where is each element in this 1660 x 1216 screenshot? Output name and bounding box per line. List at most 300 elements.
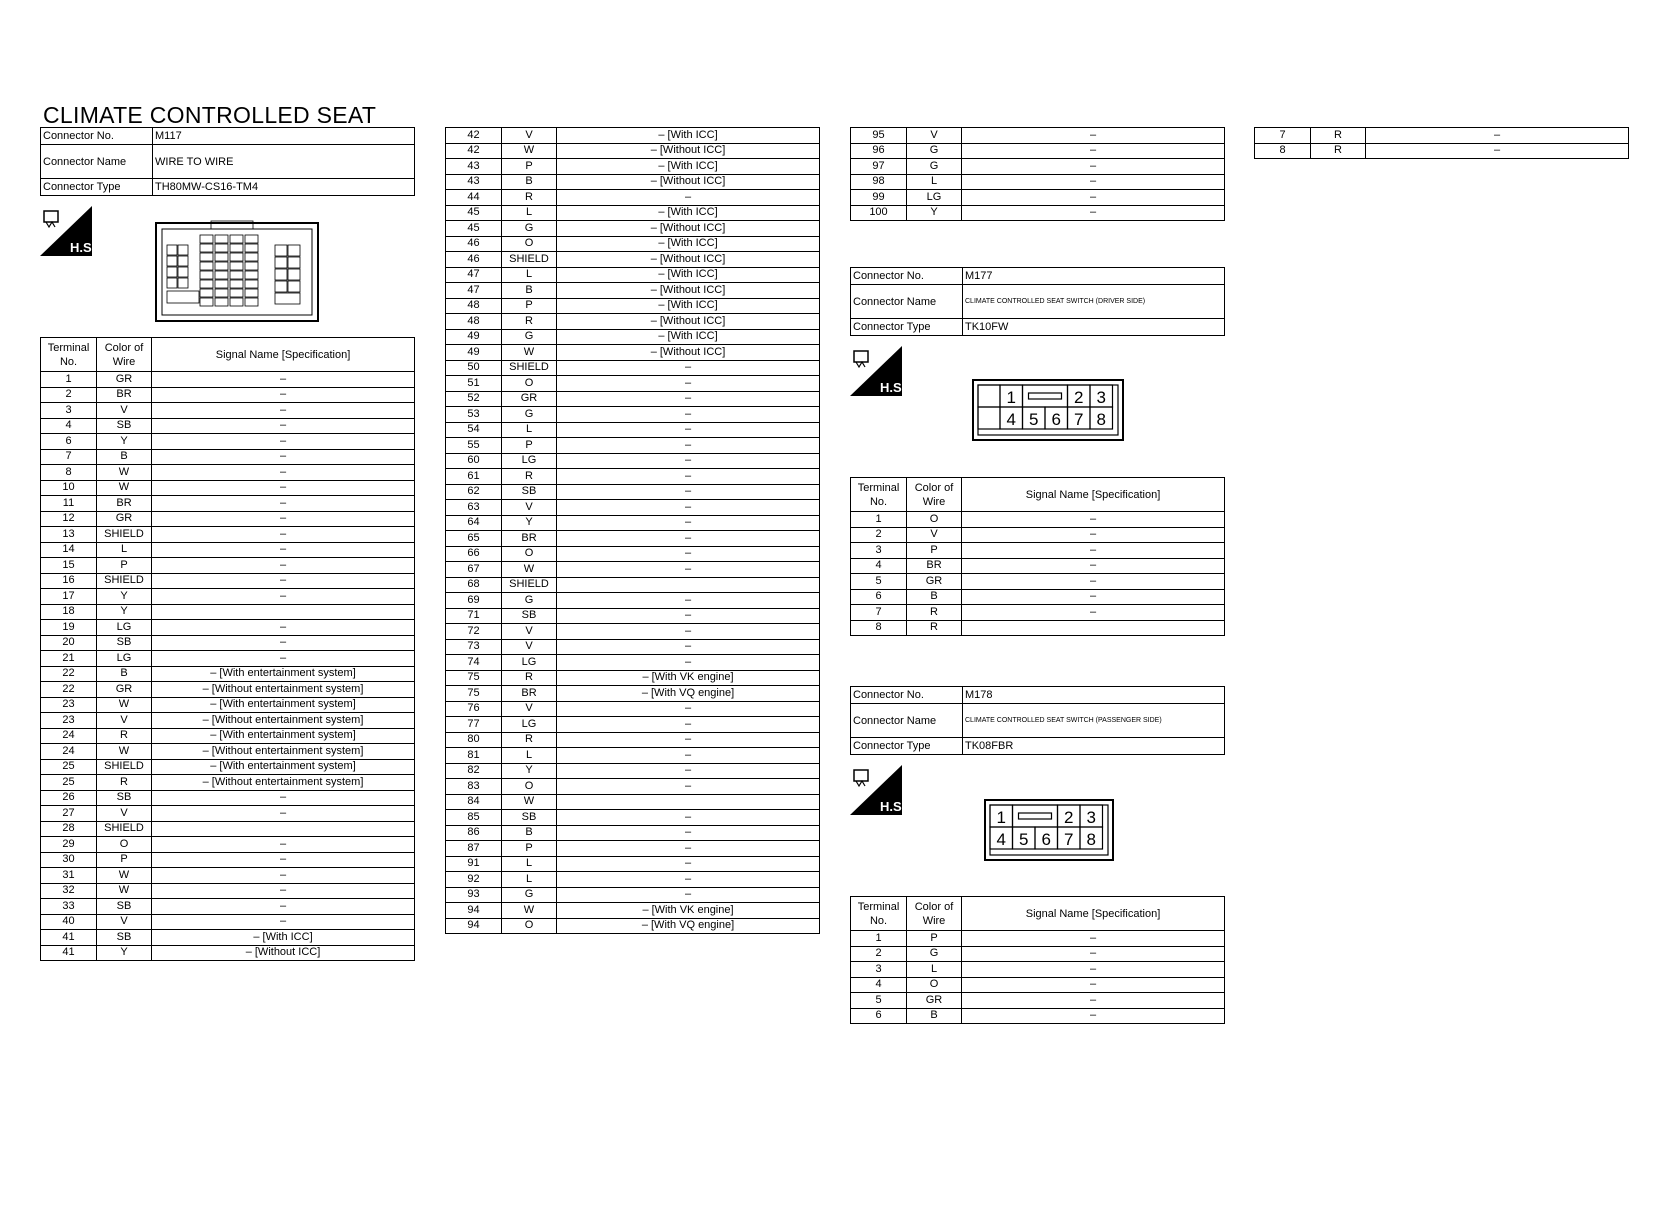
signal-cell: – [152,651,415,667]
table-row [446,329,820,345]
pin-number: 5 [1019,830,1029,849]
terminal-cell: 43 [446,159,502,175]
signal-cell: – [557,639,820,655]
terminal-cell: 41 [41,930,97,946]
color-cell: L [502,422,557,438]
table-row [41,573,415,589]
signal-cell: – [557,546,820,562]
signal-cell [557,577,820,593]
table-row [446,407,820,423]
signal-header: Signal Name [Specification] [152,338,415,372]
terminal-cell: 47 [446,267,502,283]
terminal-cell: 62 [446,484,502,500]
table-row [851,174,1225,190]
color-cell: L [502,856,557,872]
terminal-cell: 22 [41,666,97,682]
m117-table-col2 [445,127,820,934]
signal-cell: – [557,608,820,624]
color-cell: GR [97,682,152,698]
table-row [41,496,415,512]
signal-cell: – [557,469,820,485]
table-row [446,298,820,314]
color-cell: Y [97,604,152,620]
terminal-cell: 24 [41,728,97,744]
table-row [41,604,415,620]
table-row [41,821,415,837]
signal-cell: – [With entertainment system] [152,697,415,713]
signal-cell: – [152,480,415,496]
signal-cell: – [962,159,1225,175]
terminal-cell: 20 [41,635,97,651]
terminal-cell: 72 [446,624,502,640]
table-row [851,543,1225,559]
pin-number: 4 [1006,410,1016,429]
m178-info-table [850,686,1225,755]
terminal-cell: 45 [446,205,502,221]
signal-cell: – [962,527,1225,543]
color-cell: SHIELD [502,252,557,268]
table-row [446,670,820,686]
connector-name-label: Connector Name [851,285,963,319]
table-row [851,946,1225,962]
color-cell: SB [97,418,152,434]
table-row [446,174,820,190]
color-cell: L [502,748,557,764]
table-row [446,546,820,562]
signal-cell: – [557,422,820,438]
signal-cell: – [152,403,415,419]
m177-connector-diagram [972,379,1124,441]
connector-name-value: CLIMATE CONTROLLED SEAT SWITCH (DRIVER SIDE) [963,285,1225,319]
color-cell: O [502,918,557,934]
pin-number: 6 [1051,410,1061,429]
table-row [446,701,820,717]
table-row [41,837,415,853]
m178-wire-table-cont [1254,127,1629,159]
terminal-header: Terminal No. [851,478,907,512]
color-cell: W [97,868,152,884]
table-row [41,651,415,667]
signal-cell: – [With ICC] [557,329,820,345]
table-row [41,713,415,729]
color-header: Color of Wire [907,897,962,931]
signal-cell: – [152,914,415,930]
signal-cell [962,620,1225,636]
terminal-cell: 13 [41,527,97,543]
hs-label: H.S. [880,380,906,395]
signal-cell: – [557,190,820,206]
pin-number: 8 [1096,410,1106,429]
color-cell: L [502,872,557,888]
color-cell: O [502,376,557,392]
color-cell: LG [502,453,557,469]
table-row [41,759,415,775]
signal-cell: – [152,542,415,558]
color-cell: R [502,670,557,686]
table-row [446,748,820,764]
table-row [41,403,415,419]
signal-cell: – [557,841,820,857]
m117-wire-table-3 [850,127,1225,221]
table-row [41,775,415,791]
color-cell: B [502,174,557,190]
terminal-cell: 24 [41,744,97,760]
terminal-cell: 69 [446,593,502,609]
table-row [851,620,1225,636]
terminal-cell: 21 [41,651,97,667]
color-cell: R [907,620,962,636]
terminal-cell: 4 [41,418,97,434]
color-cell: SHIELD [97,759,152,775]
color-cell: O [97,837,152,853]
signal-cell: – [557,748,820,764]
terminal-cell: 28 [41,821,97,837]
signal-cell: – [With VQ engine] [557,918,820,934]
table-row [41,883,415,899]
color-cell: P [502,298,557,314]
table-row [446,252,820,268]
color-cell: L [907,174,962,190]
color-cell: L [97,542,152,558]
signal-cell: – [557,376,820,392]
color-cell: P [97,558,152,574]
color-cell: SB [502,810,557,826]
table-row [446,128,820,144]
color-cell: V [502,701,557,717]
pin-number: 2 [1064,808,1074,827]
terminal-cell: 73 [446,639,502,655]
terminal-cell: 46 [446,236,502,252]
color-cell: G [502,887,557,903]
table-row [446,159,820,175]
terminal-cell: 26 [41,790,97,806]
terminal-cell: 25 [41,775,97,791]
signal-cell: – [962,205,1225,221]
terminal-cell: 14 [41,542,97,558]
signal-cell: – [557,500,820,516]
signal-cell: – [557,515,820,531]
color-cell: L [907,962,962,978]
table-row [41,480,415,496]
color-cell: SHIELD [502,360,557,376]
color-cell: P [97,852,152,868]
signal-cell: – [962,589,1225,605]
terminal-cell: 6 [41,434,97,450]
color-cell: BR [502,531,557,547]
terminal-cell: 60 [446,453,502,469]
color-cell: P [502,159,557,175]
color-cell: O [502,546,557,562]
signal-cell: – [152,635,415,651]
table-row [446,453,820,469]
color-cell: R [97,728,152,744]
color-cell: O [907,977,962,993]
table-row [1255,128,1629,144]
color-cell: W [97,697,152,713]
signal-cell: – [962,512,1225,528]
table-row [446,655,820,671]
terminal-cell: 93 [446,887,502,903]
signal-cell [152,821,415,837]
terminal-cell: 40 [41,914,97,930]
color-cell: B [502,825,557,841]
table-row [446,810,820,826]
signal-cell: – [557,407,820,423]
terminal-cell: 87 [446,841,502,857]
color-cell: W [97,465,152,481]
signal-cell: – [557,810,820,826]
table-row [446,484,820,500]
table-row [41,387,415,403]
terminal-cell: 8 [41,465,97,481]
terminal-cell: 77 [446,717,502,733]
color-cell: V [97,403,152,419]
color-cell: O [502,236,557,252]
terminal-cell: 25 [41,759,97,775]
pin-number: 1 [996,808,1006,827]
terminal-cell: 43 [446,174,502,190]
terminal-cell: 95 [851,128,907,144]
color-cell: R [502,314,557,330]
table-row [41,945,415,961]
table-row [851,527,1225,543]
table-row [446,143,820,159]
table-row [851,190,1225,206]
color-cell: Y [502,763,557,779]
color-cell: R [97,775,152,791]
signal-cell: – [With ICC] [557,236,820,252]
pin-number: 4 [996,830,1006,849]
color-header: Color of Wire [97,338,152,372]
terminal-cell: 98 [851,174,907,190]
connector-type-label: Connector Type [851,738,963,755]
m177-info-table [850,267,1225,336]
terminal-cell: 1 [851,512,907,528]
m117-table-col1 [40,337,415,961]
terminal-cell: 10 [41,480,97,496]
signal-cell: – [962,946,1225,962]
table-row [446,500,820,516]
color-cell: G [502,221,557,237]
terminal-cell: 7 [851,605,907,621]
table-row [41,930,415,946]
m117-wire-table-1 [40,337,415,961]
signal-cell: – [With entertainment system] [152,759,415,775]
signal-cell: – [Without ICC] [557,283,820,299]
signal-cell: – [557,391,820,407]
terminal-cell: 71 [446,608,502,624]
table-row [41,511,415,527]
terminal-cell: 74 [446,655,502,671]
color-cell: R [907,605,962,621]
connector-no-label: Connector No. [851,268,963,285]
signal-cell: – [1366,128,1629,144]
table-row [446,794,820,810]
table-row [851,977,1225,993]
terminal-cell: 85 [446,810,502,826]
signal-cell: – [152,496,415,512]
table-row [41,635,415,651]
terminal-cell: 8 [851,620,907,636]
terminal-cell: 23 [41,697,97,713]
signal-cell: – [557,856,820,872]
color-cell: LG [97,620,152,636]
terminal-cell: 81 [446,748,502,764]
terminal-cell: 48 [446,298,502,314]
signal-cell: – [152,449,415,465]
m177-wire-table [850,477,1225,636]
signal-cell: – [557,531,820,547]
table-row [446,267,820,283]
table-row [851,574,1225,590]
terminal-cell: 49 [446,345,502,361]
color-cell: B [907,589,962,605]
color-cell: L [502,267,557,283]
terminal-cell: 45 [446,221,502,237]
terminal-cell: 22 [41,682,97,698]
terminal-cell: 52 [446,391,502,407]
table-row [446,763,820,779]
color-cell: G [502,593,557,609]
signal-cell: – [152,418,415,434]
table-row [446,624,820,640]
signal-cell: – [152,790,415,806]
color-cell: P [502,438,557,454]
color-cell: L [502,205,557,221]
terminal-cell: 86 [446,825,502,841]
signal-cell: – [152,465,415,481]
connector-no-value: M178 [963,687,1225,704]
terminal-cell: 17 [41,589,97,605]
connector-no-value: M177 [963,268,1225,285]
color-cell: R [1311,128,1366,144]
signal-cell: – [962,977,1225,993]
terminal-cell: 44 [446,190,502,206]
terminal-cell: 67 [446,562,502,578]
table-row [446,903,820,919]
page-title: CLIMATE CONTROLLED SEAT [43,102,377,128]
table-row [446,841,820,857]
table-row [446,314,820,330]
signal-header: Signal Name [Specification] [962,897,1225,931]
table-row [41,728,415,744]
terminal-cell: 23 [41,713,97,729]
signal-cell: – [With ICC] [557,298,820,314]
table-row [446,221,820,237]
table-row [446,593,820,609]
terminal-cell: 7 [1255,128,1311,144]
terminal-cell: 99 [851,190,907,206]
signal-cell: – [With ICC] [557,267,820,283]
color-cell: G [502,329,557,345]
color-cell: W [502,143,557,159]
color-cell: Y [502,515,557,531]
signal-cell: – [962,993,1225,1009]
color-cell: LG [502,717,557,733]
table-row [41,465,415,481]
table-row [446,717,820,733]
table-row [446,686,820,702]
signal-cell: – [With VQ engine] [557,686,820,702]
color-cell: B [97,666,152,682]
connector-no-value: M117 [153,128,415,145]
signal-cell: – [152,527,415,543]
signal-cell: – [With VK engine] [557,903,820,919]
table-row [41,682,415,698]
color-cell: V [502,624,557,640]
table-row [41,620,415,636]
table-row [446,825,820,841]
signal-cell: – [Without entertainment system] [152,775,415,791]
color-cell: W [97,883,152,899]
terminal-cell: 65 [446,531,502,547]
table-row [851,205,1225,221]
color-cell: W [502,345,557,361]
color-cell: V [97,806,152,822]
signal-cell: – [557,887,820,903]
signal-cell: – [With ICC] [557,128,820,144]
terminal-cell: 82 [446,763,502,779]
m178-connector-diagram [984,799,1114,861]
signal-cell: – [557,484,820,500]
m117-info-block [40,127,415,196]
terminal-cell: 46 [446,252,502,268]
table-row [446,283,820,299]
terminal-cell: 4 [851,977,907,993]
terminal-cell: 96 [851,143,907,159]
pin-number: 3 [1086,808,1096,827]
terminal-cell: 94 [446,903,502,919]
color-cell: P [907,931,962,947]
terminal-cell: 94 [446,918,502,934]
color-cell: R [502,732,557,748]
table-row [446,205,820,221]
signal-cell: – [152,589,415,605]
signal-cell: – [962,174,1225,190]
table-row [851,962,1225,978]
table-row [446,856,820,872]
connector-type-value: TH80MW-CS16-TM4 [153,179,415,196]
hs-icon [850,765,906,815]
table-row [41,434,415,450]
signal-cell: – [152,372,415,388]
table-row [446,577,820,593]
connector-name-label: Connector Name [851,704,963,738]
color-cell: G [502,407,557,423]
table-row [851,1008,1225,1024]
signal-cell: – [962,558,1225,574]
signal-cell: – [557,655,820,671]
table-row [41,914,415,930]
color-cell: BR [907,558,962,574]
color-cell: V [502,639,557,655]
table-row [446,360,820,376]
color-cell: B [502,283,557,299]
signal-cell: – [152,806,415,822]
signal-cell: – [557,825,820,841]
pin-number: 3 [1096,388,1106,407]
connector-type-value: TK10FW [963,319,1225,336]
terminal-cell: 50 [446,360,502,376]
m178-info-block [850,686,1225,755]
signal-cell: – [Without ICC] [557,143,820,159]
pin-number: 8 [1086,830,1096,849]
table-row [1255,143,1629,159]
table-row [41,558,415,574]
signal-cell: – [152,868,415,884]
color-cell: P [907,543,962,559]
table-row [446,887,820,903]
